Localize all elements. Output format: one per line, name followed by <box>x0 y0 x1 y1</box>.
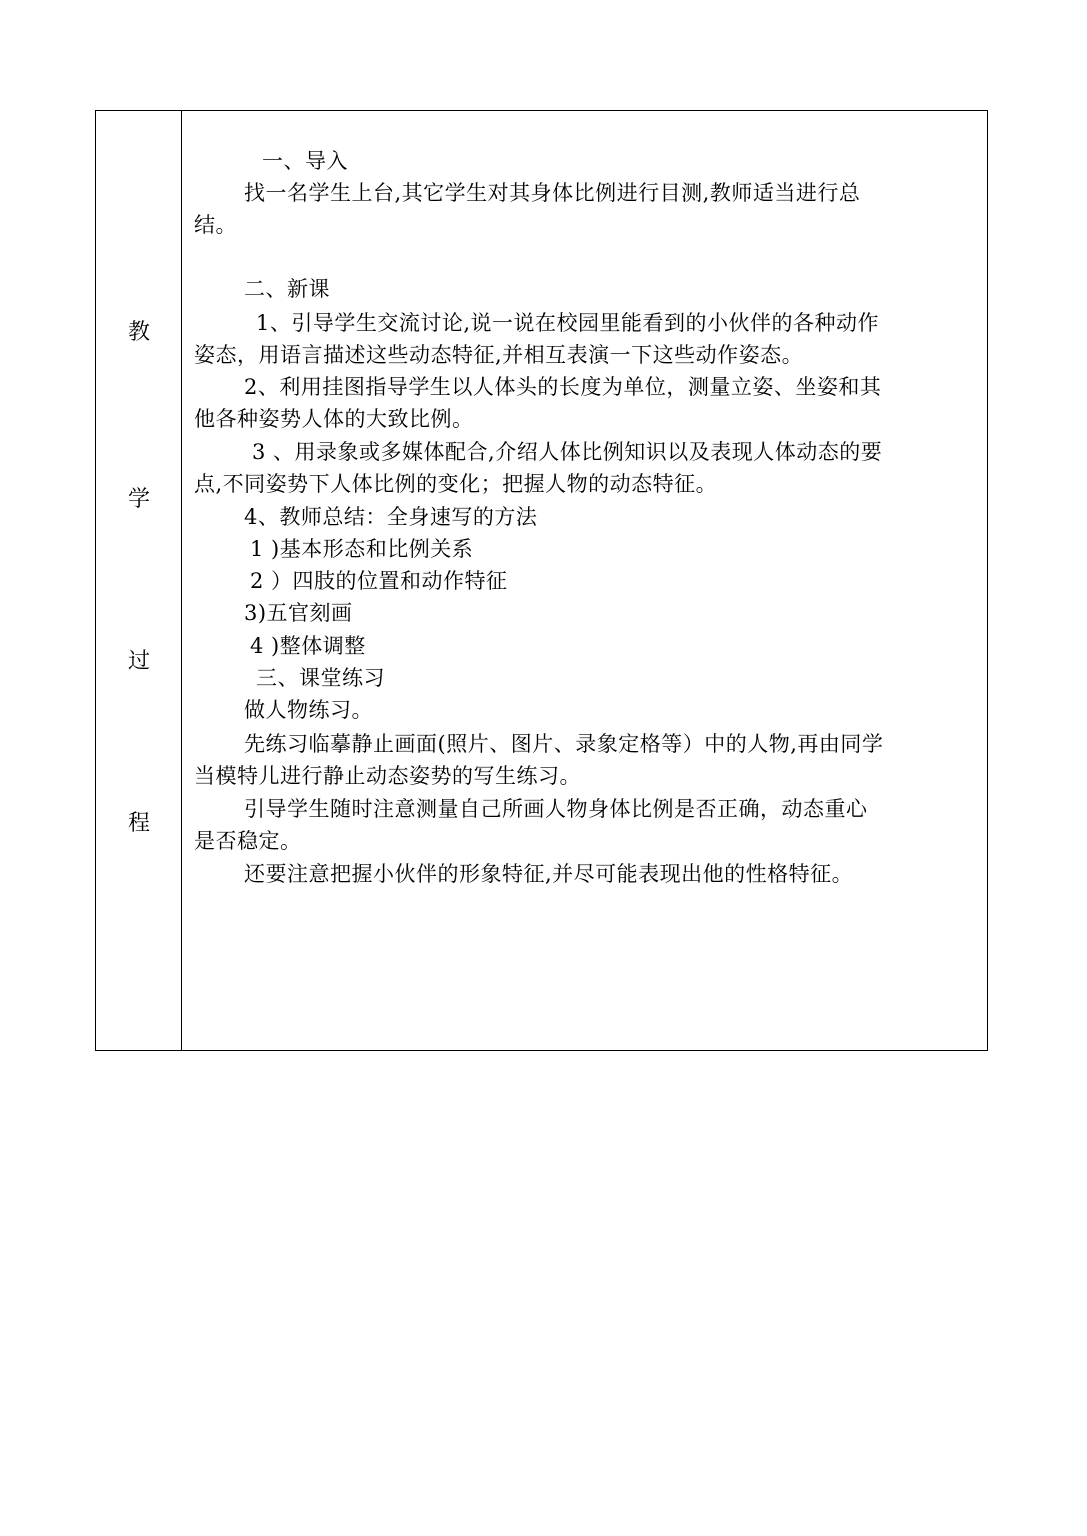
label-char-2: 学 <box>127 487 150 512</box>
paragraph-line: 找一名学生上台,其它学生对其身体比例进行目测,教师适当进行总 <box>244 181 861 205</box>
list-item: 1 )基本形态和比例关系 <box>250 537 474 561</box>
paragraph-line: 3 、用录象或多媒体配合,介绍人体比例知识以及表现人体动态的要 <box>252 440 883 464</box>
paragraph-line: 1、引导学生交流讨论,说一说在校园里能看到的小伙伴的各种动作 <box>256 311 880 335</box>
paragraph-line: 当模特儿进行静止动态姿势的写生练习。 <box>194 764 581 788</box>
heading-intro: 一、导入 <box>262 149 348 173</box>
paragraph-line: 他各种姿势人体的大致比例。 <box>194 407 474 431</box>
heading-practice: 三、课堂练习 <box>256 666 385 690</box>
heading-new-lesson: 二、新课 <box>244 277 330 301</box>
paragraph-line: 姿态，用语言描述这些动态特征,并相互表演一下这些动作姿态。 <box>194 343 804 367</box>
list-item: 2 ）四肢的位置和动作特征 <box>250 569 508 593</box>
paragraph-line: 4、教师总结：全身速写的方法 <box>244 505 538 529</box>
paragraph-line: 结。 <box>194 213 237 237</box>
list-item: 4 )整体调整 <box>250 634 366 658</box>
list-item: 3)五官刻画 <box>244 601 353 625</box>
paragraph-line: 点,不同姿势下人体比例的变化；把握人物的动态特征。 <box>194 472 718 496</box>
paragraph-line: 做人物练习。 <box>244 698 373 722</box>
paragraph-line: 还要注意把握小伙伴的形象特征,并尽可能表现出他的性格特征。 <box>244 862 854 886</box>
label-char-3: 过 <box>127 649 150 674</box>
paragraph-line: 2、利用挂图指导学生以人体头的长度为单位，测量立姿、坐姿和其 <box>244 375 882 399</box>
label-char-4: 程 <box>127 811 150 836</box>
paragraph-line: 先练习临摹静止画面(照片、图片、录象定格等）中的人物,再由同学 <box>244 732 884 756</box>
paragraph-line: 是否稳定。 <box>194 829 302 853</box>
paragraph-line: 引导学生随时注意测量自己所画人物身体比例是否正确，动态重心 <box>244 797 868 821</box>
lesson-process-table <box>95 110 988 1051</box>
section-label-cell <box>96 111 182 1050</box>
lesson-content-cell <box>182 111 987 1050</box>
label-char-1: 教 <box>127 320 150 345</box>
